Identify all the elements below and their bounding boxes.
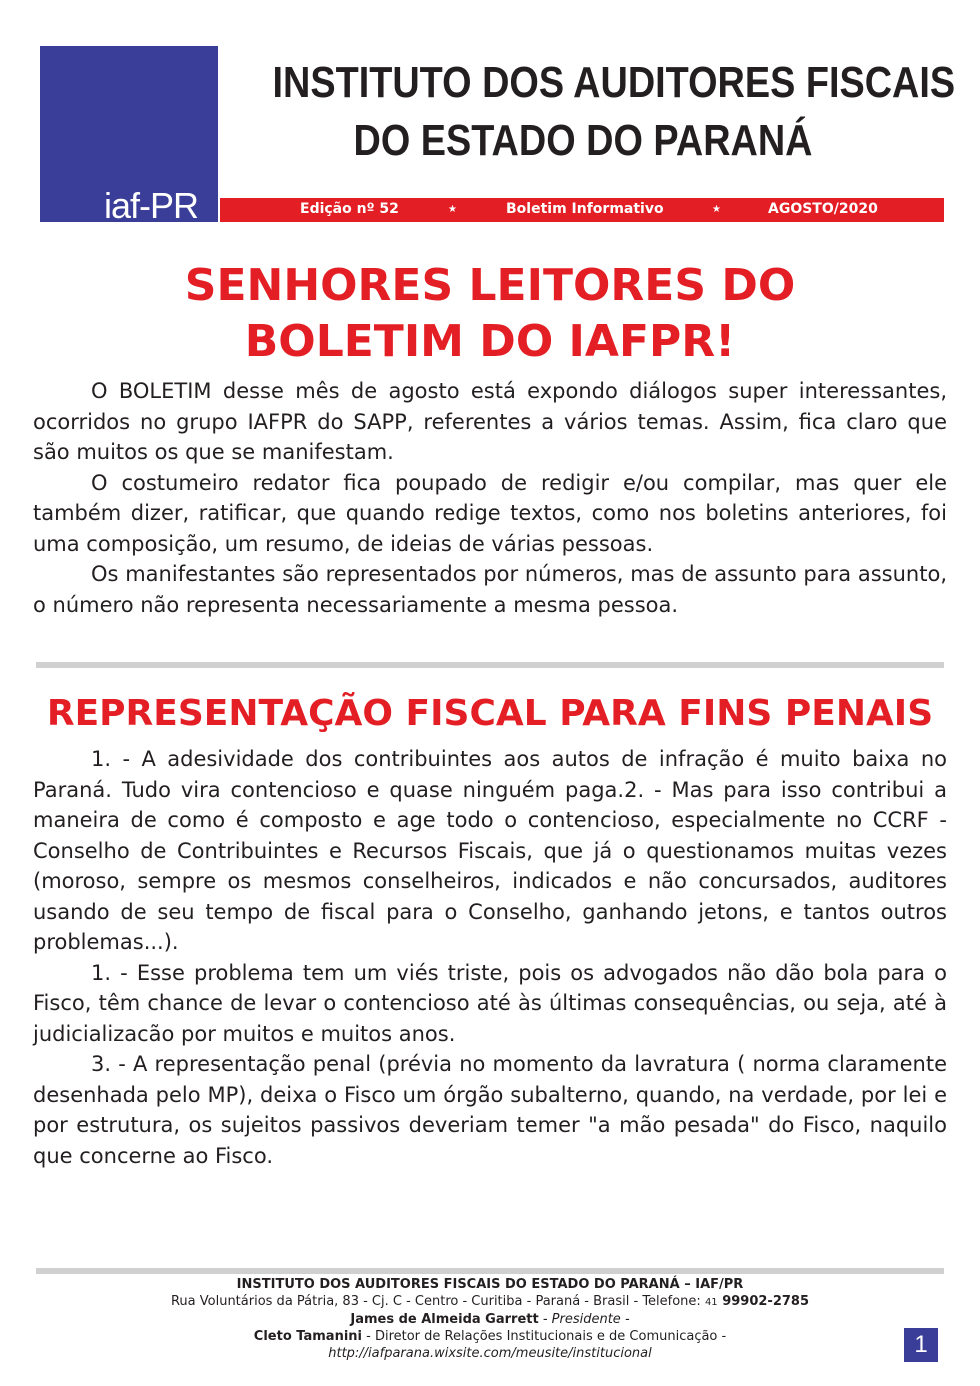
page-number: 1	[904, 1328, 938, 1362]
edition-date: AGOSTO/2020	[768, 201, 878, 217]
logo-text: iaf-PR	[104, 185, 199, 226]
main-headline-line2: BOLETIM DO IAFPR!	[244, 316, 736, 367]
institute-title-line2: DO ESTADO DO PARANÁ	[353, 116, 813, 165]
main-headline	[40, 258, 940, 370]
footer-url[interactable]: http://iafparana.wixsite.com/meusite/institucional	[328, 1346, 652, 1361]
paragraph: O BOLETIM desse mês de agosto está expondo diálogos super interessantes, ocorridos no grupo IAFPR do SAPP, referentes a vários temas. Assim, fica claro que são muitos os que se manifestam.	[33, 379, 947, 464]
section-divider	[36, 662, 944, 668]
institute-title-line1: INSTITUTO DOS AUDITORES FISCAIS	[272, 58, 956, 107]
footer-director: Cleto Tamanini - Diretor de Relações Institucionais e de Comunicação -	[253, 1329, 727, 1344]
star-separator-icon: ★	[448, 204, 457, 215]
footer-org: INSTITUTO DOS AUDITORES FISCAIS DO ESTADO DO PARANÁ – IAF/PR	[236, 1277, 744, 1292]
paragraph: 1. - A adesividade dos contribuintes aos autos de infração é muito baixa no Paraná. Tudo vira contencioso e quase ninguém paga.2. - Mas para isso contribui a maneira de como é composto e age todo o contencioso, especialmente no CCRF - Conselho de Contribuintes e Recursos Fiscais, que já o questionamos muitas vezes (moroso, sempre os mesmos conselheiros, indicados e não concursados, auditores usando de seu tempo de fiscal para o Conselho, ganhando jetons, e tantos outros problemas...).	[33, 747, 947, 954]
star-separator-icon: ★	[712, 204, 721, 215]
paragraph: O costumeiro redator fica poupado de redigir e/ou compilar, mas quer ele também dizer, ratificar, que quando redige textos, como nos boletins anteriores, foi uma composição, um resumo, de ideias de várias pessoas.	[33, 470, 947, 556]
bulletin-label: Boletim Informativo	[506, 201, 664, 217]
footer-president: James de Almeida Garrett - Presidente -	[350, 1312, 630, 1327]
institute-title	[272, 54, 956, 170]
paragraph: Os manifestantes são representados por números, mas de assunto para assunto, o número não representa necessariamente a mesma pessoa.	[33, 562, 947, 617]
main-headline-line1: SENHORES LEITORES DO	[184, 260, 796, 311]
section-headline: REPRESENTAÇÃO FISCAL PARA FINS PENAIS	[46, 693, 934, 734]
footer	[60, 1276, 920, 1362]
footer-divider	[36, 1268, 944, 1274]
footer-address: Rua Voluntários da Pátria, 83 - Cj. C - Centro - Curitiba - Paraná - Brasil - Telefone: 41 99902-2785	[170, 1294, 810, 1309]
article-text	[33, 744, 947, 1171]
edition-bar	[220, 198, 944, 222]
edition-number: Edição nº 52	[300, 201, 399, 217]
paragraph: 1. - Esse problema tem um viés triste, pois os advogados não dão bola para o Fisco, têm chance de levar o contencioso até às últimas consequências, ou seja, até à judicializacão por muitos e muitos anos.	[33, 960, 947, 1046]
paragraph: 3. - A representação penal (prévia no momento da lavratura ( norma claramente desenhada pelo MP), deixa o Fisco um órgão subalterno, quando, na verdade, por lei e por estrutura, os sujeitos passivos deveriam temer "a mão pesada" do Fisco, naquilo que concerne ao Fisco.	[33, 1052, 947, 1168]
intro-text	[33, 376, 947, 620]
